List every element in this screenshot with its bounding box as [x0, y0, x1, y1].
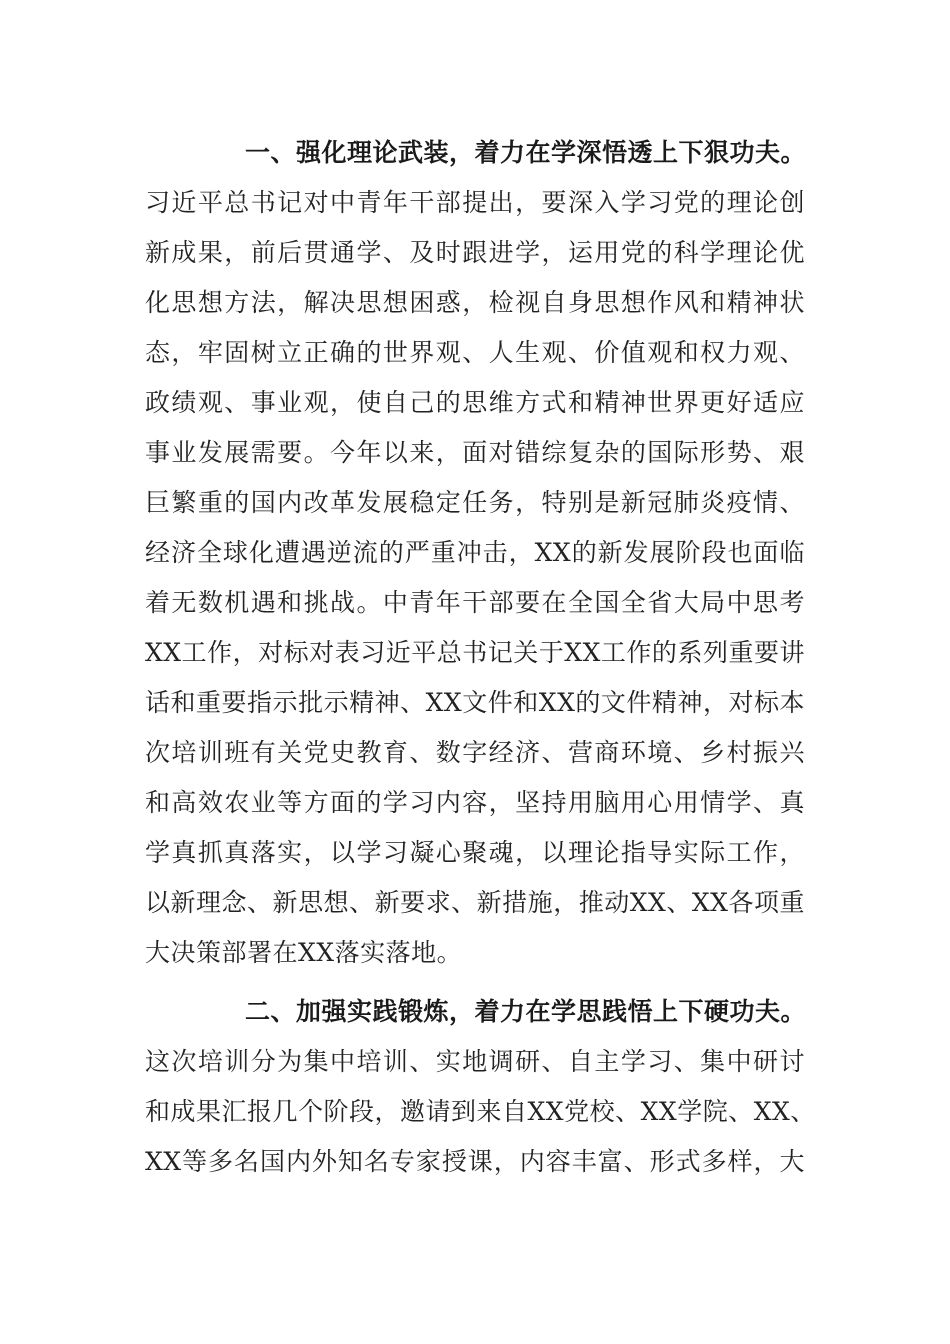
section-1-line: 化思想方法，解决思想困惑，检视自身思想作风和精神状 [145, 288, 805, 317]
section-2-line: 这次培训分为集中培训、实地调研、自主学习、集中研讨 [145, 1047, 805, 1076]
section-1-line: 新成果，前后贯通学、及时跟进学，运用党的科学理论优 [145, 238, 805, 267]
section-1-line: 着无数机遇和挑战。中青年干部要在全国全省大局中思考 [145, 588, 805, 617]
section-2-line: XX等多名国内外知名专家授课，内容丰富、形式多样，大 [145, 1147, 805, 1176]
section-1-line: 学真抓真落实，以学习凝心聚魂，以理论指导实际工作， [145, 838, 805, 867]
section-2-line: 和成果汇报几个阶段，邀请到来自XX党校、XX学院、XX、 [145, 1097, 816, 1126]
section-1-line: XX工作，对标对表习近平总书记关于XX工作的系列重要讲 [145, 638, 805, 667]
section-1-line: 次培训班有关党史教育、数字经济、营商环境、乡村振兴 [145, 738, 805, 767]
section-1-line: 事业发展需要。今年以来，面对错综复杂的国际形势、艰 [145, 438, 805, 467]
section-1-heading: 一、强化理论武装，着力在学深悟透上下狠功夫。 [245, 138, 807, 167]
section-1-line: 以新理念、新思想、新要求、新措施，推动XX、XX各项重 [145, 888, 805, 917]
section-1-line: 和高效农业等方面的学习内容，坚持用脑用心用情学、真 [145, 788, 805, 817]
section-1-line: 话和重要指示批示精神、XX文件和XX的文件精神，对标本 [145, 688, 805, 717]
section-1-line: 巨繁重的国内改革发展稳定任务，特别是新冠肺炎疫情、 [145, 488, 805, 517]
section-1-line: 态，牢固树立正确的世界观、人生观、价值观和权力观、 [145, 338, 805, 367]
section-1-line: 大决策部署在XX落实落地。 [145, 938, 463, 967]
section-1-line: 政绩观、事业观，使自己的思维方式和精神世界更好适应 [145, 388, 805, 417]
section-1-line: 经济全球化遭遇逆流的严重冲击，XX的新发展阶段也面临 [145, 538, 805, 567]
section-1-line: 习近平总书记对中青年干部提出，要深入学习党的理论创 [145, 188, 805, 217]
section-2-heading: 二、加强实践锻炼，着力在学思践悟上下硬功夫。 [245, 997, 807, 1026]
